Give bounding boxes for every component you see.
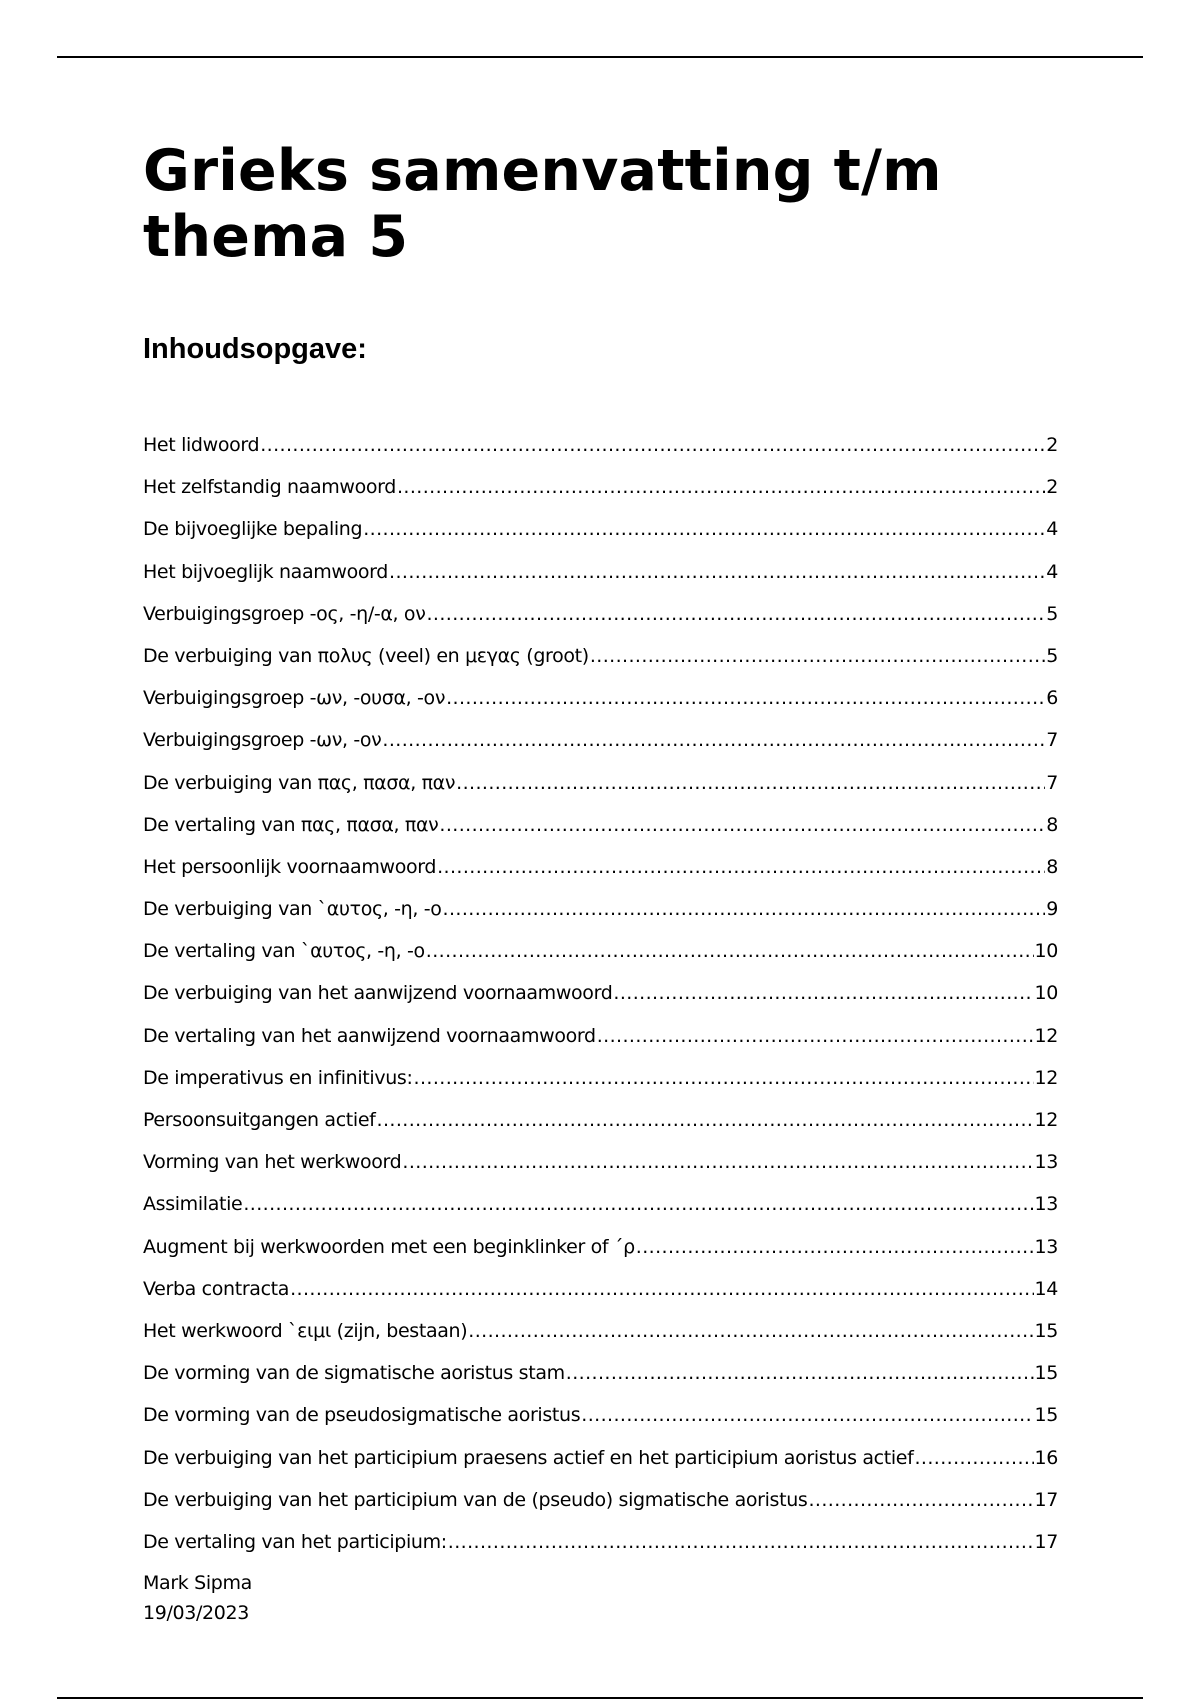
toc-entry-label[interactable]: Het persoonlijk voornaamwoord <box>143 855 437 878</box>
bottom-horizontal-rule <box>57 1697 1143 1699</box>
toc-entry-label[interactable]: Verbuigingsgroep -ων, -ουσα, -ον <box>143 687 446 710</box>
toc-dot-leader <box>397 466 1045 508</box>
toc-entry[interactable] <box>143 1268 1058 1310</box>
toc-entry-label[interactable]: De verbuiging van het participium van de (pseudo) sigmatische aoristus <box>143 1488 808 1511</box>
toc-entry[interactable] <box>143 1479 1058 1521</box>
toc-entry[interactable] <box>143 762 1058 804</box>
toc-entry[interactable] <box>143 1310 1058 1352</box>
toc-entry-label[interactable]: De verbuiging van `αυτος, -η, -ο <box>143 898 442 921</box>
author-block <box>143 1568 252 1628</box>
toc-entry-page-number: 16 <box>1034 1446 1058 1469</box>
toc-dot-leader <box>414 1057 1034 1099</box>
toc-entry[interactable] <box>143 508 1058 550</box>
toc-dot-leader <box>456 762 1045 804</box>
toc-entry-page-number: 15 <box>1034 1362 1058 1385</box>
toc-entry[interactable] <box>143 719 1058 761</box>
document-title <box>143 138 1058 270</box>
toc-entry-label[interactable]: Augment bij werkwoorden met een beginklinker of ΄ρ <box>143 1235 635 1258</box>
toc-entry[interactable] <box>143 1437 1058 1479</box>
toc-entry-page-number: 17 <box>1034 1488 1058 1511</box>
toc-dot-leader <box>363 508 1045 550</box>
toc-dot-leader <box>636 1226 1034 1268</box>
toc-entry-page-number: 8 <box>1046 813 1058 836</box>
toc-entry-label[interactable]: De vorming van de sigmatische aoristus stam <box>143 1362 565 1385</box>
toc-entry-page-number: 5 <box>1046 644 1058 667</box>
toc-entry-label[interactable]: De imperativus en infinitivus: <box>143 1066 413 1089</box>
toc-dot-leader <box>377 1099 1034 1141</box>
toc-entry[interactable] <box>143 1352 1058 1394</box>
toc-entry-page-number: 12 <box>1034 1066 1058 1089</box>
toc-entry[interactable] <box>143 1015 1058 1057</box>
toc-entry-page-number: 4 <box>1046 518 1058 541</box>
toc-dot-leader <box>613 972 1033 1014</box>
toc-entry[interactable] <box>143 1226 1058 1268</box>
toc-entry[interactable] <box>143 1141 1058 1183</box>
toc-entry-page-number: 15 <box>1034 1404 1058 1427</box>
toc-entry[interactable] <box>143 846 1058 888</box>
toc-dot-leader <box>468 1310 1033 1352</box>
toc-entry-page-number: 12 <box>1034 1109 1058 1131</box>
toc-entry-label[interactable]: Assimilatie <box>143 1193 243 1216</box>
toc-entry-label[interactable]: Het werkwoord `ειμι (zijn, bestaan) <box>143 1319 468 1342</box>
toc-entry[interactable] <box>143 593 1058 635</box>
toc-entry-label[interactable]: Verba contracta <box>143 1277 290 1300</box>
toc-entry-label[interactable]: Verbuigingsgroep -ος, -η/-α, ον <box>143 602 426 625</box>
toc-entry-page-number: 13 <box>1034 1193 1058 1216</box>
toc-entry-page-number: 8 <box>1046 855 1058 878</box>
toc-entry[interactable] <box>143 888 1058 930</box>
toc-entry[interactable] <box>143 804 1058 846</box>
toc-dot-leader <box>597 1015 1034 1057</box>
toc-entry[interactable] <box>143 635 1058 677</box>
toc-dot-leader <box>437 846 1045 888</box>
toc-entry-page-number: 10 <box>1034 940 1058 963</box>
toc-entry-page-number: 13 <box>1034 1235 1058 1258</box>
toc-entry-label[interactable]: De verbuiging van πας, πασα, παν <box>143 771 456 794</box>
toc-dot-leader <box>426 593 1045 635</box>
toc-entry-page-number: 17 <box>1034 1530 1058 1553</box>
top-horizontal-rule <box>57 56 1143 58</box>
toc-dot-leader <box>290 1268 1033 1310</box>
toc-entry-label[interactable]: De verbuiging van het aanwijzend voornaamwoord <box>143 982 613 1005</box>
toc-entry[interactable] <box>143 424 1058 466</box>
toc-dot-leader <box>590 635 1045 677</box>
toc-entry-label[interactable]: De vertaling van πας, πασα, παν <box>143 813 439 836</box>
toc-dot-leader <box>443 888 1046 930</box>
toc-entry-label[interactable]: De vertaling van het participium: <box>143 1530 447 1553</box>
toc-dot-leader <box>566 1352 1034 1394</box>
toc-entry-label[interactable]: Het bijvoeglijk naamwoord <box>143 560 388 583</box>
toc-dot-leader <box>389 551 1045 593</box>
document-body <box>143 138 1058 1624</box>
toc-entry-label[interactable]: De verbuiging van πολυς (veel) en μεγας (groot) <box>143 644 589 667</box>
toc-dot-leader <box>914 1437 1033 1479</box>
toc-dot-leader <box>446 677 1045 719</box>
toc-dot-leader <box>382 719 1045 761</box>
toc-entry-label[interactable]: Het lidwoord <box>143 434 260 456</box>
toc-entry-page-number: 2 <box>1046 476 1058 499</box>
toc-entry-label[interactable]: Persoonsuitgangen actief <box>143 1109 376 1131</box>
toc-dot-leader <box>243 1183 1033 1225</box>
toc-entry-label[interactable]: Verbuigingsgroep -ων, -ον <box>143 729 382 752</box>
toc-entry-label[interactable]: De bijvoeglijke bepaling <box>143 518 363 541</box>
toc-dot-leader <box>426 930 1034 972</box>
document-date: 19/03/2023 <box>143 1602 250 1624</box>
toc-entry-label[interactable]: De vertaling van `αυτος, -η, -ο <box>143 940 425 963</box>
toc-entry[interactable] <box>143 466 1058 508</box>
author-name: Mark Sipma <box>143 1572 252 1594</box>
toc-entry-label[interactable]: Vorming van het werkwoord <box>143 1151 402 1174</box>
toc-entry[interactable] <box>143 1394 1058 1436</box>
toc-entry-page-number: 10 <box>1034 982 1058 1005</box>
toc-entry-label[interactable]: De vertaling van het aanwijzend voornaamwoord <box>143 1024 596 1047</box>
toc-entry[interactable] <box>143 972 1058 1014</box>
toc-entry-page-number: 7 <box>1046 771 1058 794</box>
toc-entry[interactable] <box>143 677 1058 719</box>
toc-entry-page-number: 2 <box>1046 434 1058 456</box>
toc-entry-label[interactable]: De vorming van de pseudosigmatische aoristus <box>143 1404 581 1427</box>
toc-entry-page-number: 4 <box>1046 560 1058 583</box>
toc-dot-leader <box>581 1394 1033 1436</box>
toc-dot-leader <box>808 1479 1033 1521</box>
toc-entry-page-number: 6 <box>1046 687 1058 710</box>
toc-entry-label[interactable]: De verbuiging van het participium praesens actief en het participium aoristus actief <box>143 1446 914 1469</box>
toc-entry[interactable] <box>143 1057 1058 1099</box>
toc-dot-leader <box>402 1141 1033 1183</box>
toc-entry[interactable] <box>143 551 1058 593</box>
toc-dot-leader <box>439 804 1045 846</box>
toc-entry[interactable] <box>143 1521 1058 1563</box>
toc-entry[interactable] <box>143 930 1058 972</box>
toc-entry-label[interactable]: Het zelfstandig naamwoord <box>143 476 396 499</box>
toc-dot-leader <box>260 424 1045 466</box>
document-title-line-1: Grieks samenvatting t/m <box>143 138 942 204</box>
table-of-contents <box>143 424 1058 1563</box>
document-title-line-2: thema 5 <box>143 204 409 270</box>
toc-entry-page-number: 15 <box>1034 1319 1058 1342</box>
toc-entry-page-number: 13 <box>1034 1151 1058 1174</box>
toc-entry-page-number: 14 <box>1034 1277 1058 1300</box>
toc-entry-page-number: 9 <box>1046 898 1058 921</box>
toc-entry[interactable] <box>143 1099 1058 1141</box>
toc-entry-page-number: 5 <box>1046 602 1058 625</box>
toc-entry-page-number: 7 <box>1046 729 1058 752</box>
toc-entry[interactable] <box>143 1183 1058 1225</box>
toc-heading: Inhoudsopgave: <box>143 333 367 365</box>
toc-dot-leader <box>448 1521 1034 1563</box>
toc-entry-page-number: 12 <box>1034 1024 1058 1047</box>
